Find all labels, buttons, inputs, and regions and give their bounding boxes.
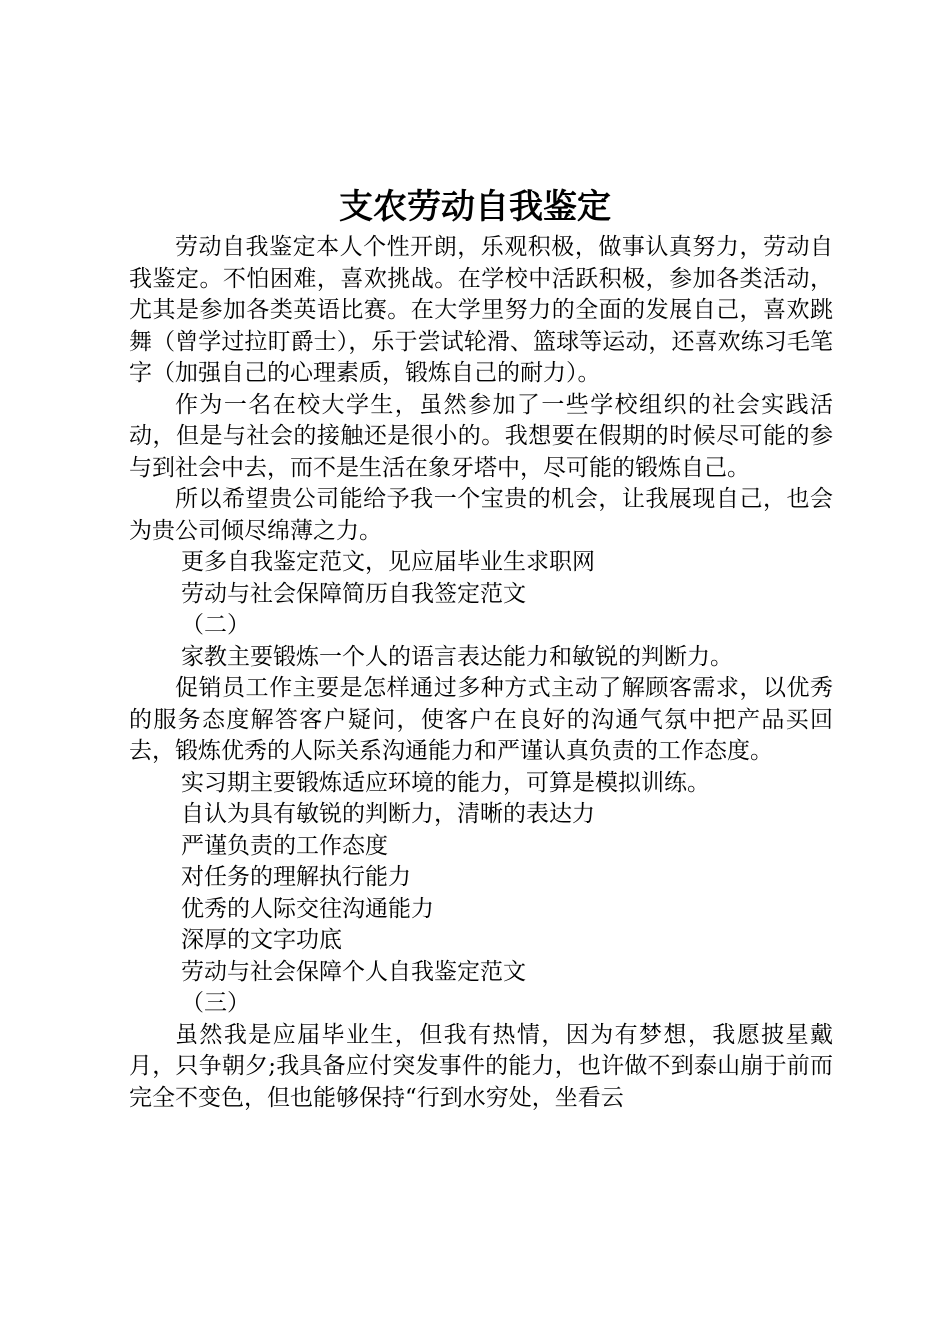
body-paragraph: 促销员工作主要是怎样通过多种方式主动了解顾客需求，以优秀的服务态度解答客户疑问，使客户在良好的沟通气氛中把产品买回去，锻炼优秀的人际关系沟通能力和严谨认真负责的工作态度。 <box>129 675 833 764</box>
body-line: 自认为具有敏锐的判断力，清晰的表达力 <box>181 801 595 827</box>
body-line: （二） <box>181 612 250 638</box>
body-paragraph: 劳动自我鉴定本人个性开朗，乐观积极，做事认真努力，劳动自我鉴定。不怕困难，喜欢挑战。在学校中活跃积极，参加各类活动，尤其是参加各类英语比赛。在大学里努力的全面的发展自己，喜欢跳舞（曾学过拉盯爵士），乐于尝试轮滑、篮球等运动，还喜欢练习毛笔字（加强自己的心理素质，锻炼自己的耐力）。 <box>129 234 833 386</box>
body-paragraph: 虽然我是应届毕业生，但我有热情，因为有梦想，我愿披星戴月，只争朝夕;我具备应付突发事件的能力，也许做不到泰山崩于前而完全不变色，但也能够保持“行到水穷处，坐看云 <box>129 1021 833 1111</box>
body-line: 更多自我鉴定范文，见应届毕业生求职网 <box>181 549 595 575</box>
body-line: （三） <box>181 990 250 1016</box>
body-paragraph: 所以希望贵公司能给予我一个宝贵的机会，让我展现自己，也会为贵公司倾尽绵薄之力。 <box>129 486 833 544</box>
body-line: 劳动与社会保障个人自我鉴定范文 <box>181 958 526 985</box>
body-line: 劳动与社会保障简历自我签定范文 <box>181 580 526 607</box>
document-title: 支农劳动自我鉴定 <box>339 187 611 227</box>
body-line: 对任务的理解执行能力 <box>181 864 411 890</box>
body-line: 优秀的人际交往沟通能力 <box>181 895 434 922</box>
document-body <box>129 232 833 1114</box>
body-line: 家教主要锻炼一个人的语言表达能力和敏锐的判断力。 <box>181 643 733 670</box>
body-paragraph: 作为一名在校大学生，虽然参加了一些学校组织的社会实践活动，但是与社会的接触还是很小的。我想要在假期的时候尽可能的参与到社会中去，而不是生活在象牙塔中，尽可能的锻炼自己。 <box>129 391 833 481</box>
body-line: 深厚的文字功底 <box>181 927 342 953</box>
body-line: 严谨负责的工作态度 <box>181 832 388 859</box>
body-line: 实习期主要锻炼适应环境的能力，可算是模拟训练。 <box>181 769 710 796</box>
